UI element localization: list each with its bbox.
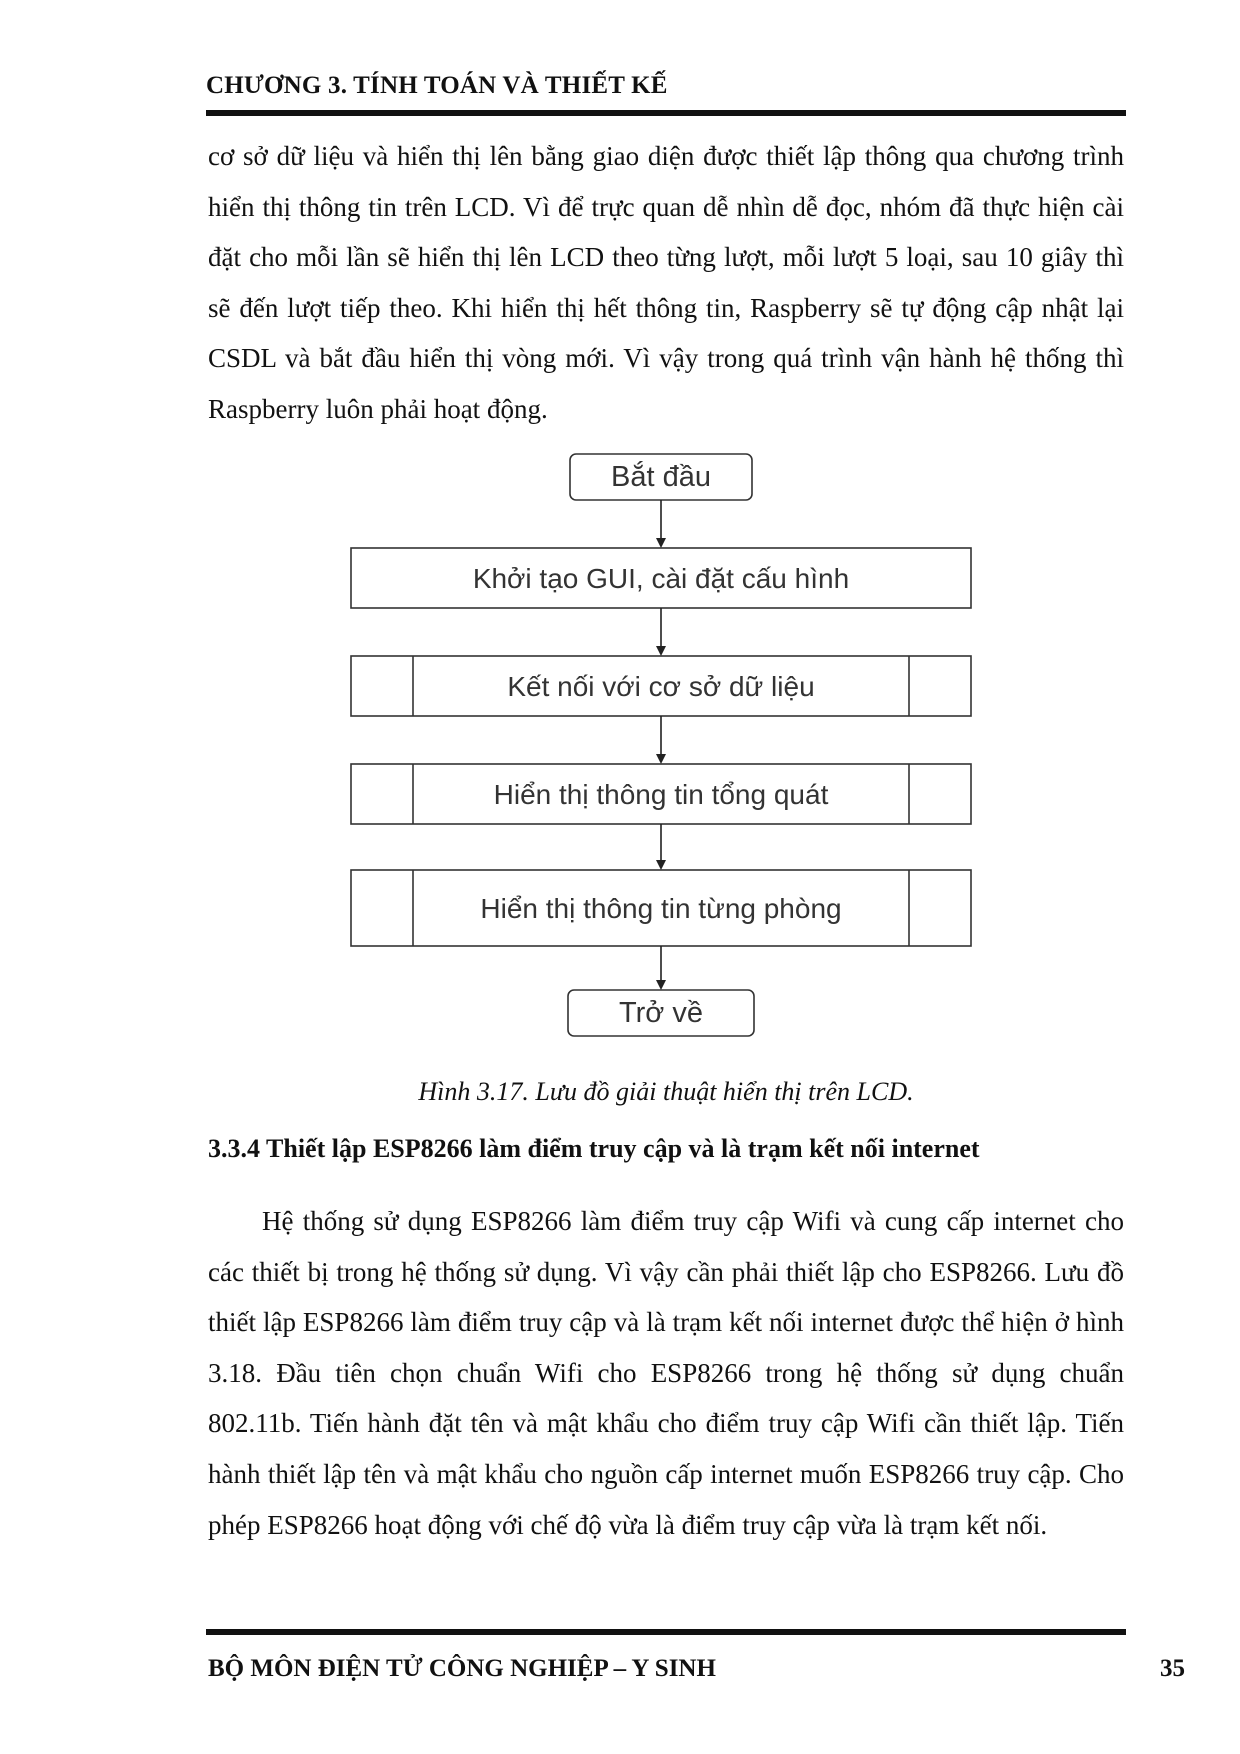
flow-step-init-gui xyxy=(351,548,971,608)
flow-step-show-room-info xyxy=(351,870,971,946)
footer-rule xyxy=(206,1629,1126,1635)
intro-paragraph: cơ sở dữ liệu và hiển thị lên bằng giao diện được thiết lập thông qua chương trình hiển thị thông tin trên LCD. Vì để trực quan dễ nhìn dễ đọc, nhóm đã thực hiện cài đặt cho mỗi lần sẽ hiển thị lên LCD theo từng lượt, mỗi lượt 5 loại, sau 10 giây thì sẽ đến lượt tiếp theo. Khi hiển thị hết thông tin, Raspberry sẽ tự động cập nhật lại CSDL và bắt đầu hiển thị vòng mới. Vì vậy trong quá trình vận hành hệ thống thì Raspberry luôn phải hoạt động. xyxy=(208,141,1124,424)
flow-end-node xyxy=(568,990,754,1036)
figure-caption: Hình 3.17. Lưu đồ giải thuật hiển thị trên LCD. xyxy=(418,1077,914,1106)
flow-end-label: Trở về xyxy=(619,997,703,1029)
flow-step-label: Kết nối với cơ sở dữ liệu xyxy=(507,671,815,702)
body-paragraph: Hệ thống sử dụng ESP8266 làm điểm truy cập Wifi và cung cấp internet cho các thiết bị trong hệ thống sử dụng. Vì vậy cần phải thiết lập cho ESP8266. Lưu đồ thiết lập ESP8266 làm điểm truy cập và là trạm kết nối internet được thể hiện ở hình 3.18. Đầu tiên chọn chuẩn Wifi cho ESP8266 trong hệ thống sử dụng chuẩn 802.11b. Tiến hành đặt tên và mật khẩu cho điểm truy cập Wifi cần thiết lập. Tiến hành thiết lập tên và mật khẩu cho nguồn cấp internet muốn ESP8266 truy cập. Cho phép ESP8266 hoạt động với chế độ vừa là điểm truy cập vừa là trạm kết nối. xyxy=(208,1206,1124,1540)
flow-step-label: Khởi tạo GUI, cài đặt cấu hình xyxy=(472,563,850,594)
flow-start-node xyxy=(570,454,752,500)
chapter-header: CHƯƠNG 3. TÍNH TOÁN VÀ THIẾT KẾ xyxy=(206,72,668,99)
flow-start-label: Bắt đầu xyxy=(611,461,711,493)
header-rule xyxy=(206,110,1126,116)
page-number: 35 xyxy=(1160,1655,1185,1682)
section-heading: 3.3.4 Thiết lập ESP8266 làm điểm truy cập và là trạm kết nối internet xyxy=(208,1134,980,1163)
flow-step-label: Hiển thị thông tin tổng quát xyxy=(493,779,829,810)
flow-step-label: Hiển thị thông tin từng phòng xyxy=(480,893,842,924)
flow-step-show-overview xyxy=(351,764,971,824)
flow-step-connect-database xyxy=(351,656,971,716)
footer-department: BỘ MÔN ĐIỆN TỬ CÔNG NGHIỆP – Y SINH xyxy=(208,1655,716,1682)
lcd-display-flowchart xyxy=(330,440,990,1060)
